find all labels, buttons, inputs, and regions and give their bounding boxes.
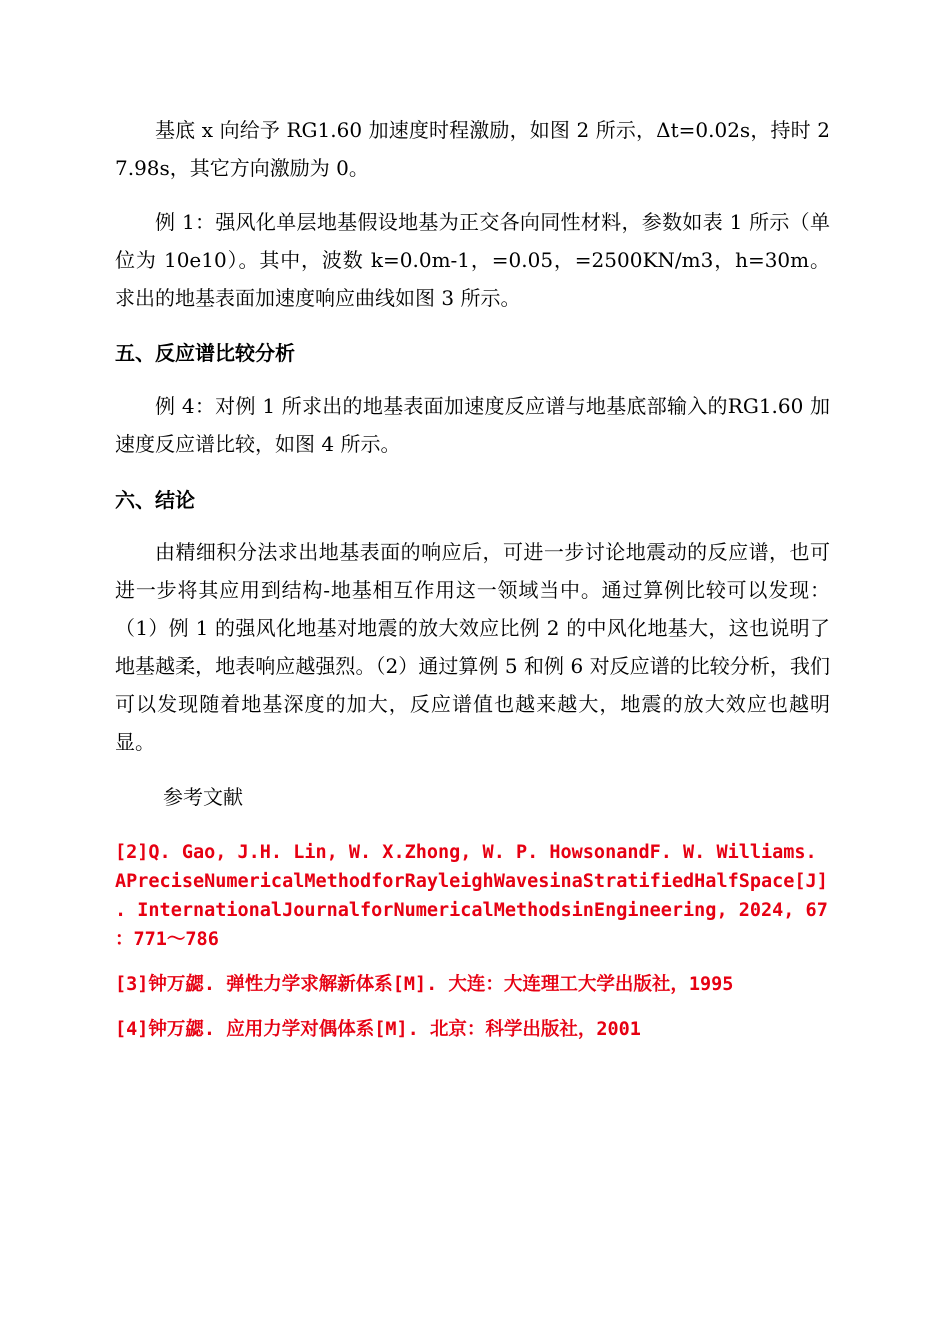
paragraph-example-4: 例 4：对例 1 所求出的地基表面加速度反应谱与地基底部输入的RG1.60 加速度反应谱比较，如图 4 所示。: [115, 394, 830, 456]
reference-2: [115, 838, 835, 954]
reference-2-line-3: . InternationalJournalforNumericalMethodsinEngineering, 2024, 67: [115, 900, 828, 921]
reference-2-line-2: APreciseNumericalMethodforRayleighWavesinaStratifiedHalfSpace[J]: [115, 871, 828, 892]
paragraph-example-1: 例 1：强风化单层地基假设地基为正交各向同性材料，参数如表 1 所示（单位为 10e10）。其中，波数 k=0.0m-1，=0.05，=2500KN/m3，h=30m。求出的地基表面加速度响应曲线如图 3 所示。: [115, 210, 830, 310]
paragraph-conclusion: 由精细积分法求出地基表面的响应后，可进一步讨论地震动的反应谱，也可进一步将其应用到结构-地基相互作用这一领域当中。通过算例比较可以发现：（1）例 1 的强风化地基对地震的放大效应比例 2 的中风化地基大，这也说明了地基越柔，地表响应越强烈。（2）通过算例 5 和例 6 对反应谱的比较分析，我们可以发现随着地基深度的加大，反应谱值也越来越大，地震的放大效应也越明显。: [115, 540, 830, 754]
reference-4: [115, 1015, 835, 1044]
reference-2-line-1: [2]Q. Gao, J.H. Lin, W. X.Zhong, W. P. HowsonandF. W. Williams.: [115, 842, 817, 863]
section-heading-5: 五、反应谱比较分析: [115, 341, 295, 365]
reference-2-line-4: ：771～786: [115, 929, 219, 950]
reference-3: [115, 970, 835, 999]
section-heading-6: 六、结论: [115, 488, 195, 512]
references-title: 参考文献: [163, 785, 243, 809]
reference-3-text: [3]钟万勰. 弹性力学求解新体系[M]. 大连：大连理工大学出版社，1995: [115, 974, 734, 995]
paragraph-excitation: 基底 x 向给予 RG1.60 加速度时程激励，如图 2 所示，Δt=0.02s，持时 27.98s，其它方向激励为 0。: [115, 118, 830, 180]
reference-4-text: [4]钟万勰. 应用力学对偶体系[M]. 北京：科学出版社，2001: [115, 1019, 641, 1040]
